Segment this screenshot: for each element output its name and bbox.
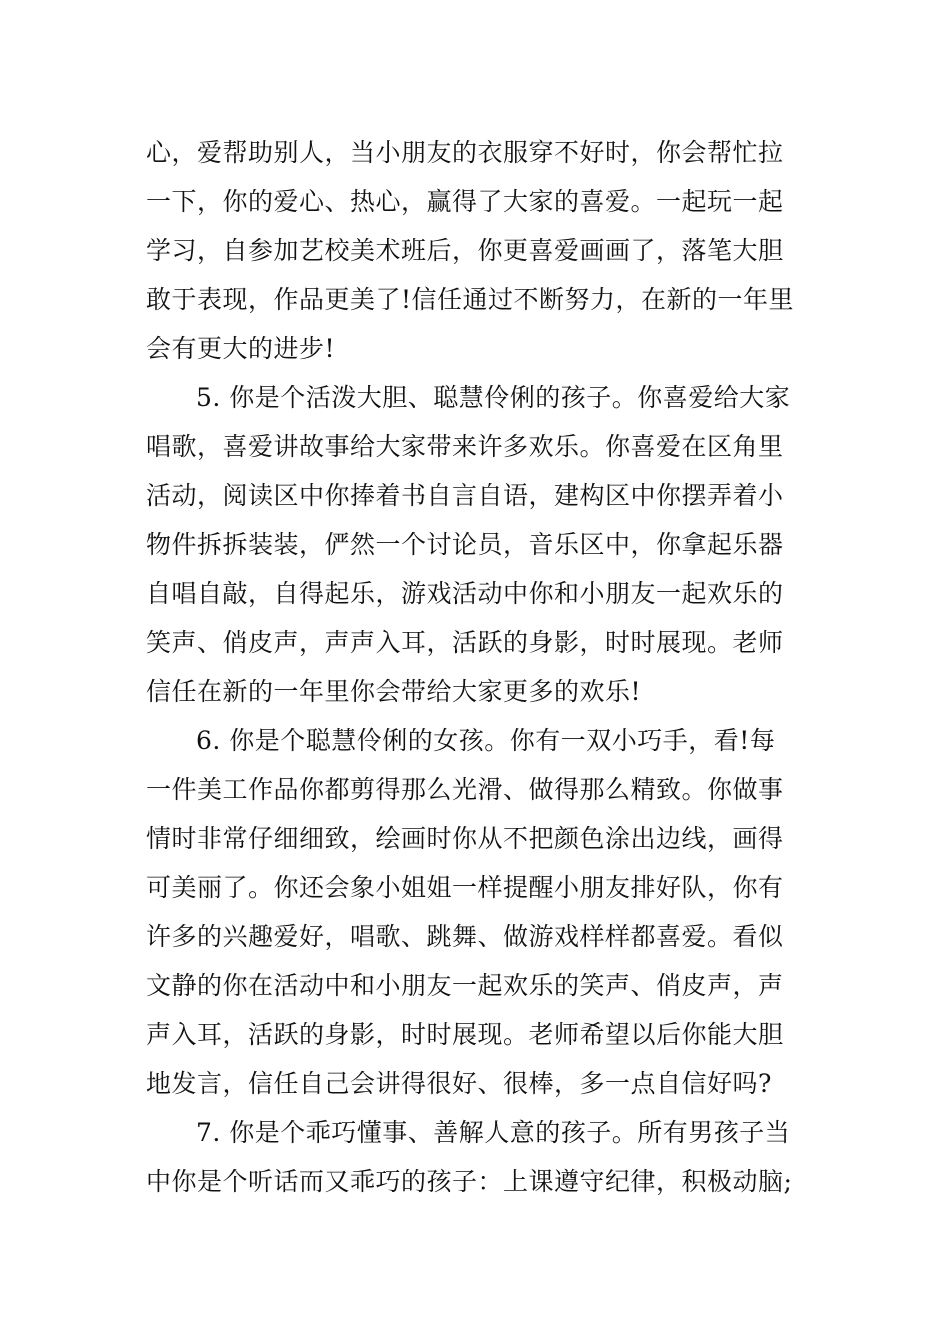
text-line: 敢于表现，作品更美了!信任通过不断努力，在新的一年里 <box>146 285 795 314</box>
text-line: 会有更大的进步! <box>146 334 336 363</box>
text-line: 一下，你的爱心、热心，赢得了大家的喜爱。一起玩一起 <box>146 187 784 216</box>
text-line: 地发言，信任自己会讲得很好、很棒，多一点自信好吗? <box>146 1069 772 1098</box>
text-line: 一件美工作品你都剪得那么光滑、做得那么精致。你做事 <box>146 775 784 804</box>
text-line: 物件拆拆装装，俨然一个讨论员，音乐区中，你拿起乐器 <box>146 530 784 559</box>
text-line: 信任在新的一年里你会带给大家更多的欢乐! <box>146 677 642 706</box>
text-line: 情时非常仔细细致，绘画时你从不把颜色涂出边线，画得 <box>146 824 784 853</box>
paragraph-start-5: 5. 你是个活泼大胆、聪慧伶俐的孩子。你喜爱给大家 <box>196 383 791 412</box>
text-line: 活动，阅读区中你捧着书自言自语，建构区中你摆弄着小 <box>146 481 784 510</box>
paragraph-start-6: 6. 你是个聪慧伶俐的女孩。你有一双小巧手，看!每 <box>196 726 776 755</box>
text-line: 唱歌，喜爱讲故事给大家带来许多欢乐。你喜爱在区角里 <box>146 432 784 461</box>
text-line: 心，爱帮助别人，当小朋友的衣服穿不好时，你会帮忙拉 <box>146 138 784 167</box>
text-line: 文静的你在活动中和小朋友一起欢乐的笑声、俏皮声，声 <box>146 971 784 1000</box>
document-body <box>146 128 811 1206</box>
text-line: 声入耳，活跃的身影，时时展现。老师希望以后你能大胆 <box>146 1020 784 1049</box>
text-line: 笑声、俏皮声，声声入耳，活跃的身影，时时展现。老师 <box>146 628 784 657</box>
text-line: 许多的兴趣爱好，唱歌、跳舞、做游戏样样都喜爱。看似 <box>146 922 784 951</box>
text-line: 学习，自参加艺校美术班后，你更喜爱画画了，落笔大胆 <box>146 236 784 265</box>
text-line: 自唱自敲，自得起乐，游戏活动中你和小朋友一起欢乐的 <box>146 579 784 608</box>
text-line: 可美丽了。你还会象小姐姐一样提醒小朋友排好队，你有 <box>146 873 784 902</box>
text-line: 中你是个听话而又乖巧的孩子：上课遵守纪律，积极动脑; <box>146 1167 793 1196</box>
paragraph-start-7: 7. 你是个乖巧懂事、善解人意的孩子。所有男孩子当 <box>196 1118 791 1147</box>
